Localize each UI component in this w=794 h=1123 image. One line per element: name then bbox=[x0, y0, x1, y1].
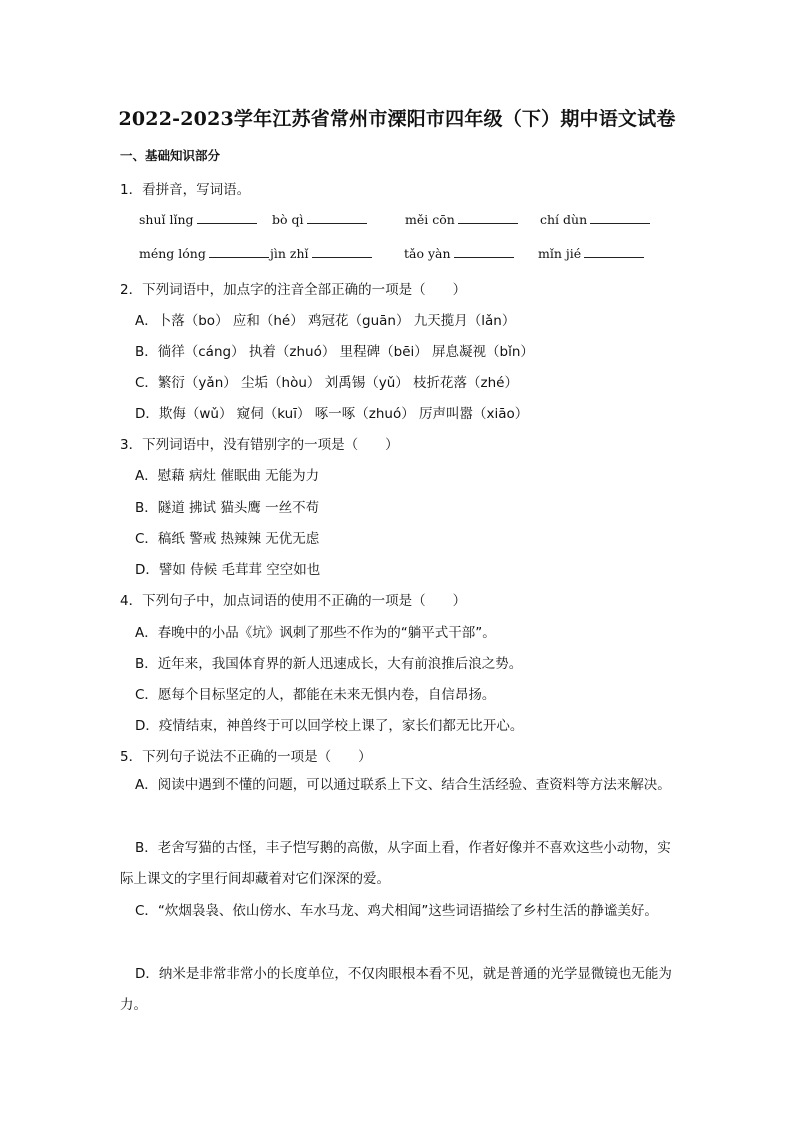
option-c[interactable]: C．稿纸 警戒 热辣辣 无优无虑 bbox=[135, 531, 320, 547]
pinyin-text: chí dùn bbox=[540, 212, 588, 227]
option-text: D．纳米是非常非常小的长度单位，不仅肉眼根本看不见，就是普通的光学显微镜也无能为力。 bbox=[120, 966, 672, 1013]
pinyin-text: shuǐ lǐng bbox=[139, 212, 194, 227]
option-a[interactable]: A．慰藉 病灶 催眠曲 无能为力 bbox=[135, 468, 320, 484]
pinyin-text: méng lóng bbox=[139, 246, 206, 261]
pinyin-text: tǎo yàn bbox=[404, 246, 451, 261]
question-2-stem: 2．下列词语中，加点字的注音全部正确的一项是（ ） bbox=[120, 282, 467, 298]
page-title: 2022-2023学年江苏省常州市溧阳市四年级（下）期中语文试卷 bbox=[118, 108, 676, 130]
pinyin-item bbox=[404, 245, 514, 261]
section-heading: 一、基础知识部分 bbox=[120, 148, 221, 163]
answer-blank[interactable] bbox=[312, 245, 372, 258]
option-b[interactable]: B．徜徉（cáng） 执着（zhuó） 里程碑（bēi） 屏息凝视（bǐn） bbox=[135, 344, 534, 360]
option-c[interactable] bbox=[120, 896, 680, 927]
option-b[interactable] bbox=[120, 833, 680, 895]
answer-blank[interactable] bbox=[458, 211, 518, 224]
question-1-stem: 1．看拼音，写词语。 bbox=[120, 182, 251, 198]
pinyin-item bbox=[270, 245, 372, 261]
option-text: C．“炊烟袅袅、依山傍水、车水马龙、鸡犬相闻”这些词语描绘了乡村生活的静谧美好。 bbox=[135, 903, 658, 919]
question-5-stem: 5．下列句子说法不正确的一项是（ ） bbox=[120, 749, 372, 765]
pinyin-item bbox=[139, 245, 269, 261]
pinyin-item bbox=[139, 211, 257, 227]
option-a[interactable]: A．卜落（bo） 应和（hé） 鸡冠花（guān） 九天揽月（lǎn） bbox=[135, 313, 516, 329]
pinyin-text: bò qì bbox=[272, 212, 304, 227]
option-a[interactable]: A．春晚中的小品《坑》讽刺了那些不作为的“躺平式干部”。 bbox=[135, 625, 496, 641]
answer-blank[interactable] bbox=[209, 245, 269, 258]
option-text: B．老舍写猫的古怪，丰子恺写鹅的高傲，从字面上看，作者好像并不喜欢这些小动物，实际上课文的字里行间却藏着对它们深深的爱。 bbox=[120, 840, 671, 887]
option-a[interactable] bbox=[120, 770, 680, 801]
answer-blank[interactable] bbox=[454, 245, 514, 258]
question-4-stem: 4．下列句子中，加点词语的使用不正确的一项是（ ） bbox=[120, 593, 467, 609]
pinyin-text: měi cōn bbox=[405, 212, 455, 227]
option-b[interactable]: B．近年来，我国体育界的新人迅速成长，大有前浪推后浪之势。 bbox=[135, 656, 523, 672]
answer-blank[interactable] bbox=[307, 211, 367, 224]
answer-blank[interactable] bbox=[197, 211, 257, 224]
pinyin-item bbox=[538, 245, 644, 261]
pinyin-item bbox=[272, 211, 367, 227]
option-c[interactable]: C．愿每个目标坚定的人，都能在未来无惧内卷，自信昂扬。 bbox=[135, 687, 496, 703]
option-d[interactable]: D．譬如 侍候 毛茸茸 空空如也 bbox=[135, 562, 321, 578]
answer-blank[interactable] bbox=[584, 245, 644, 258]
option-d[interactable]: D．疫情结束，神兽终于可以回学校上课了，家长们都无比开心。 bbox=[135, 718, 524, 734]
option-c[interactable]: C．繁衍（yǎn） 尘垢（hòu） 刘禹锡（yǔ） 枝折花落（zhé） bbox=[135, 375, 518, 391]
option-b[interactable]: B．隧道 拂试 猫头鹰 一丝不苟 bbox=[135, 500, 320, 516]
pinyin-text: mǐn jié bbox=[538, 246, 582, 261]
pinyin-item bbox=[540, 211, 650, 227]
answer-blank[interactable] bbox=[590, 211, 650, 224]
question-3-stem: 3．下列词语中，没有错别字的一项是（ ） bbox=[120, 437, 399, 453]
pinyin-text: jìn zhǐ bbox=[270, 246, 309, 261]
pinyin-item bbox=[405, 211, 518, 227]
option-text: A．阅读中遇到不懂的问题，可以通过联系上下文、结合生活经验、查资料等方法来解决。 bbox=[135, 777, 671, 793]
option-d[interactable]: D．欺侮（wǔ） 窥伺（kuī） 啄一啄（zhuó） 厉声叫嚣（xiāo） bbox=[135, 406, 529, 422]
option-d[interactable] bbox=[120, 959, 680, 1021]
